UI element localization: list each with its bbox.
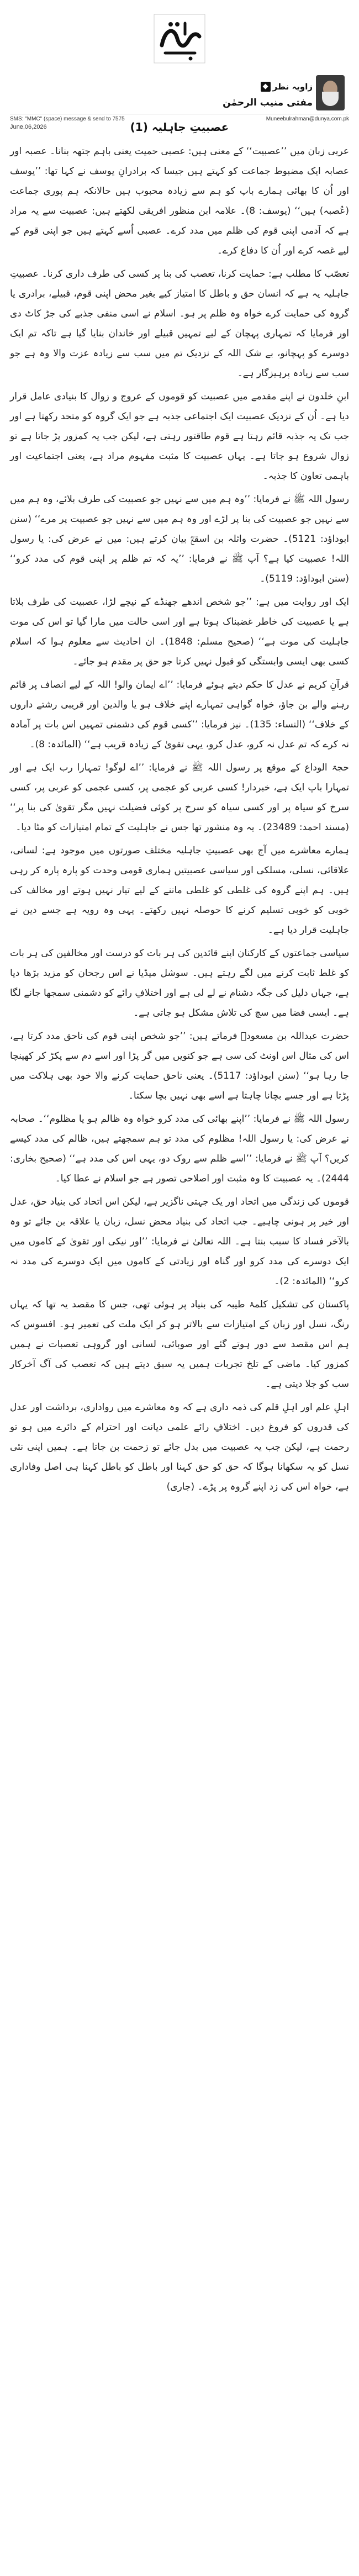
publish-date: June,06,2026 — [10, 124, 47, 130]
author-email: Muneebulrahman@dunya.com.pk — [266, 116, 349, 122]
paragraph: پاکستان کی تشکیل کلمۂ طیبہ کی بنیاد پر ہوئی تھی، جس کا مقصد یہ تھا کہ یہاں رنگ، نسل اور زبان کے امتیازات سے بالاتر ہو کر ایک ملت کی تعمیر ہو۔ افسوس کہ ہم اس مقصد سے دور ہوتے گئے اور صوبائی، لسانی اور گروہی تعصبات نے ہمیں کمزور کیا۔ ماضی کے تلخ تجربات ہمیں یہ سبق دیتے ہیں کہ تعصب کی آگ آخرکار سب کو جلا دیتی ہے۔ — [10, 1299, 349, 1390]
paragraph: قوموں کی زندگی میں اتحاد اور یک جہتی ناگزیر ہے، لیکن اس اتحاد کی بنیاد حق، عدل اور خیر پر ہونی چاہیے۔ جب اتحاد کی بنیاد محض نسل، زبان یا علاقہ بن جائے تو وہ بالآخر فساد کا سبب بنتا ہے۔ اللہ تعالیٰ نے فرمایا: ’’اور نیکی اور تقویٰ کے کاموں میں ایک دوسرے کی مدد کرو اور گناہ اور زیادتی کے کاموں میں ایک دوسرے کی مدد نہ کرو‘‘ (المائدہ: 2)۔ — [10, 1196, 349, 1287]
paragraph: ایک اور روایت میں ہے: ’’جو شخص اندھے جھنڈے کے نیچے لڑا، عصبیت کی طرف بلاتا ہے یا عصبیت کی خاطر غضبناک ہوتا ہے اور اسی حالت میں مارا گیا تو اس کی موت جاہلیت کی موت ہے‘‘ (صحیح مسلم: 1848)۔ ان احادیث سے معلوم ہوا کہ اسلام کسی بھی ایسی وابستگی کو قبول نہیں کرتا جو حق پر مقدم ہو جائے۔ — [10, 597, 349, 667]
column-tag — [261, 81, 313, 93]
column-header — [10, 75, 349, 136]
paragraph: حضرت عبداللہ بن مسعودؓ فرماتے ہیں: ’’جو شخص اپنی قوم کی ناحق مدد کرتا ہے، اس کی مثال اس اونٹ کی سی ہے جو کنویں میں گر پڑا اور اسے دم سے پکڑ کر کھینچا جا رہا ہو‘‘ (سنن ابوداؤد: 5117)۔ یعنی ناحق حمایت کرنے والا خود بھی ہلاکت میں پڑتا ہے اور جسے بچانا چاہتا ہے اسے بھی نہیں بچا سکتا۔ — [10, 1031, 349, 1101]
sms-text: SMS: "MMC" (space) message & send to 7575 — [10, 116, 125, 122]
paragraph: عربی زبان میں ’’عصبیت‘‘ کے معنی ہیں: عصبی حمیت یعنی باہم جتھہ بنانا۔ عصبہ اور عصابہ ایک مضبوط جماعت کو کہتے ہیں جیسا کہ برادرانِ یوسف نے کہا تھا: ’’یوسف اور اُن کا بھائی ہمارے باپ کو ہم سے زیادہ محبوب ہیں حالانکہ ہم پوری جماعت (عُصبہ) ہیں‘‘ (یوسف: 8)۔ علامہ ابن منظور افریقی لکھتے ہیں: عصبیت سے یہ مراد ہے کہ آدمی اپنی قوم کی ظلم میں مدد کرے۔ عصبی اُسے کہتے ہیں جو اپنی قوم کے لیے غصہ کرے اور اُن کا دفاع کرے۔ — [10, 146, 349, 256]
author-photo — [316, 75, 345, 110]
author-name: مفتی منیب الرحمٰن — [223, 97, 313, 108]
paragraph: ہمارے معاشرے میں آج بھی عصبیتِ جاہلیہ مختلف صورتوں میں موجود ہے: لسانی، علاقائی، نسلی، مسلکی اور سیاسی عصبیتیں ہماری قومی وحدت کو پارہ پارہ کر رہی ہیں۔ ہم اپنے گروہ کی غلطی کو غلطی ماننے کے لیے تیار نہیں ہوتے اور مخالف کی خوبی کو خوبی تسلیم کرنے کا حوصلہ نہیں رکھتے۔ یہی وہ رویہ ہے جسے دین نے جاہلیت قرار دیا ہے۔ — [10, 845, 349, 936]
paragraph: رسول اللہ ﷺ نے فرمایا: ’’اپنے بھائی کی مدد کرو خواہ وہ ظالم ہو یا مظلوم‘‘۔ صحابہ نے عرض کی: یا رسول اللہ! مظلوم کی مدد تو ہم سمجھتے ہیں، ظالم کی مدد کیسے کریں؟ آپ ﷺ نے فرمایا: ’’اسے ظلم سے روک دو، یہی اس کی مدد ہے‘‘ (صحیح بخاری: 2444)۔ یہ عصبیت کا وہ مثبت اور اصلاحی تصور ہے جو اسلام نے عطا کیا۔ — [10, 1113, 349, 1184]
paragraph: سیاسی جماعتوں کے کارکنان اپنے قائدین کی ہر بات کو درست اور مخالفین کی ہر بات کو غلط ثابت کرنے میں لگے رہتے ہیں۔ سوشل میڈیا نے اس رجحان کو مزید بڑھا دیا ہے، جہاں دلیل کی جگہ دشنام نے لے لی ہے اور اختلافِ رائے کو دشمنی سمجھا جانے لگا ہے۔ ایسی فضا میں سچ کی تلاش مشکل ہو جاتی ہے۔ — [10, 948, 349, 1018]
author-beard — [322, 92, 339, 106]
paragraph: ابنِ خلدون نے اپنے مقدمے میں عصبیت کو قوموں کے عروج و زوال کا بنیادی عامل قرار دیا ہے۔ اُن کے نزدیک عصبیت ایک اجتماعی جذبہ ہے جو ایک گروہ کو متحد رکھتا ہے اور جب تک یہ جذبہ قائم رہتا ہے قوم طاقتور رہتی ہے، لیکن جب یہ کمزور پڑ جاتا ہے تو زوال شروع ہو جاتا ہے۔ یہاں عصبیت کا مثبت مفہوم مراد ہے، یعنی اجتماعیت اور باہمی تعاون کا جذبہ۔ — [10, 391, 349, 482]
column-name: زاویہ نظر — [272, 82, 313, 92]
paragraph: رسول اللہ ﷺ نے فرمایا: ’’وہ ہم میں سے نہیں جو عصبیت کی طرف بلائے، وہ ہم میں سے نہیں جو عصبیت کی بنا پر لڑے اور وہ ہم میں سے نہیں جو عصبیت پر مرے‘‘ (سنن ابوداؤد: 5121)۔ حضرت واثلہ بن اسقعؓ بیان کرتے ہیں: میں نے عرض کی: یا رسول اللہ! عصبیت کیا ہے؟ آپ ﷺ نے فرمایا: ’’یہ کہ تم ظلم پر اپنی قوم کی مدد کرو‘‘ (سنن ابوداؤد: 5119)۔ — [10, 494, 350, 584]
paragraph: تعصّب کا مطلب ہے: حمایت کرنا، تعصب کی بنا پر کسی کی طرف داری کرنا۔ عصبیتِ جاہلیہ یہ ہے کہ انسان حق و باطل کا امتیاز کیے بغیر محض اپنی قوم، قبیلے، برادری یا گروہ کی حمایت کرے خواہ وہ ظلم پر ہو۔ اسلام نے اسی منفی جذبے کی جڑ کاٹ دی اور فرمایا کہ تمہاری پہچان کے لیے تمہیں قبیلے اور خاندان بنایا گیا ہے تاکہ تم ایک دوسرے کو پہچانو، بے شک اللہ کے نزدیک تم میں سب سے زیادہ عزت والا وہ ہے جو سب سے زیادہ پرہیزگار ہے۔ — [10, 268, 349, 379]
paragraph: اہلِ علم اور اہلِ قلم کی ذمہ داری ہے کہ وہ معاشرے میں رواداری، برداشت اور عدل کی قدروں کو فروغ دیں۔ اختلافِ رائے علمی دیانت اور احترام کے دائرے میں ہو تو رحمت ہے، لیکن جب یہ عصبیت میں بدل جائے تو زحمت بن جاتا ہے۔ ہمیں اپنی نئی نسل کو یہ سکھانا ہوگا کہ حق کو حق کہنا اور باطل کو باطل کہنا ہی اصل وفاداری ہے، خواہ اس کی زد اپنے گروہ پر پڑے۔ (جاری) — [10, 1402, 349, 1492]
article-title: عصبیتِ جاہلیہ (1) — [130, 120, 229, 134]
masthead — [10, 6, 349, 72]
column-tag-mark-icon: ◆ — [261, 82, 271, 92]
article-body — [10, 141, 349, 1497]
paragraph: قرآنِ کریم نے عدل کا حکم دیتے ہوئے فرمایا: ’’اے ایمان والو! اللہ کے لیے انصاف پر قائم رہنے والے بن جاؤ، خواہ گواہی تمہارے اپنے خلاف ہو یا والدین اور قریبی رشتے داروں کے خلاف‘‘ (النساء: 135)۔ نیز فرمایا: ’’کسی قوم کی دشمنی تمہیں اس بات پر آمادہ نہ کرے کہ تم عدل نہ کرو، عدل کرو، یہی تقویٰ کے زیادہ قریب ہے‘‘ (المائدہ: 8)۔ — [10, 679, 349, 750]
paragraph: حجۃ الوداع کے موقع پر رسول اللہ ﷺ نے فرمایا: ’’اے لوگو! تمہارا رب ایک ہے اور تمہارا باپ ایک ہے، خبردار! کسی عربی کو عجمی پر، کسی عجمی کو عربی پر، کسی سرخ کو سیاہ پر اور کسی سیاہ کو سرخ پر کوئی فضیلت نہیں مگر تقویٰ کی بنا پر‘‘ (مسند احمد: 23489)۔ یہ وہ منشور تھا جس نے جاہلیت کے تمام امتیازات کو مٹا دیا۔ — [10, 762, 349, 833]
dunya-logo-icon — [150, 11, 209, 66]
